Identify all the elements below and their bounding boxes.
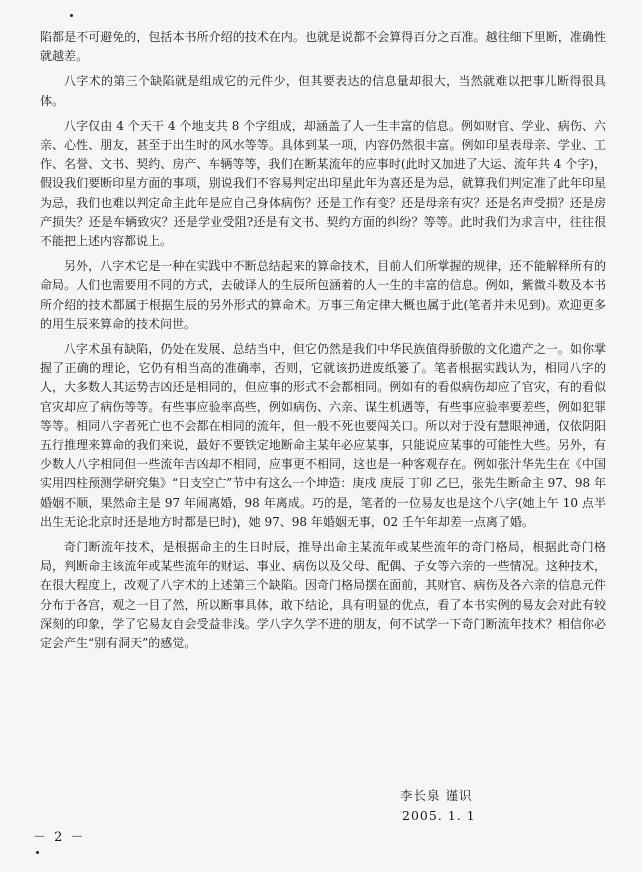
paragraph: 奇门断流年技术，是根据命主的生日时辰，推导出命主某流年或某些流年的奇门格局，根据此奇门格局，判断命主该流年或某些流年的财运、事业、病伤以及父母、配偶、子女等六亲的一些情况。这种技术，在很大程度上，改观了八字术的上述第三个缺陷。因奇门格局摆在面前，其财官、病伤及各六亲的信息元件分布于各宫，观之一目了然，所以断事具体，敢下结论，具有明显的优点，看了本书实例的易友会对此有较深刻的印象，学了它易友自会受益非浅。学八字久学不进的朋友，何不试学一下奇门断流年技术？相信你必定会产生“别有洞天”的感觉。 bbox=[40, 540, 606, 651]
body-text bbox=[40, 28, 606, 659]
scan-speck bbox=[70, 14, 73, 17]
page-number: － 2 － bbox=[33, 830, 86, 845]
paragraph: 另外，八字术它是一种在实践中不断总结起来的算命技术，目前人们所掌握的规律，还不能解释所有的命局。人们也需要用不同的方式，去破译人的生辰所包涵着的人一生的丰富的信息。例如，紫微斗数及本书所介绍的技术都属于根据生辰的另外形式的算命术。万事三角定律大概也属于此(笔者并未见到)。欢迎更多的用生辰来算命的技术问世。 bbox=[40, 259, 606, 331]
author-signature: 李长泉 谨识 bbox=[400, 788, 473, 803]
paragraph: 陷都是不可避免的，包括本书所介绍的技术在内。也就是说都不会算得百分之百准。越往细下里断，准确性就越差。 bbox=[40, 30, 606, 64]
paragraph: 八字仅由 4 个天干 4 个地支共 8 个字组成，却涵盖了人一生丰富的信息。例如财官、学业、病伤、六亲、心性、朋友，甚至于出生时的风水等等。具体到某一项，内容仍然很丰富。例如印星表母亲、学业、工作、名誉、文书、契约、房产、车辆等等，我们在断某流年的应事时(此时又加进了大运、流年共 4 个字)，假设我们要断印星方面的事项，别说我们不容易判定出印星此年为喜还是为忌，就算我们判定准了此年印星为忌，我们也难以判定命主此年是应自己身体病伤？还是工作有变？还是母亲有灾？还是名声受损？还是房产损失？还是车辆致灾？还是学业受阻?还是有文书、契约方面的纠纷？等等。此时我们为求言中，往往很不能把上述内容都说上。 bbox=[40, 118, 606, 249]
paragraph: 八字术的第三个缺陷就是组成它的元件少，但其要表达的信息量却很大，当然就难以把事儿断得很具体。 bbox=[40, 74, 606, 108]
paragraph: 八字术虽有缺陷，仍处在发展、总结当中，但它仍然是我们中华民族值得骄傲的文化遗产之一。如你掌握了正确的理论，它仍有相当高的准确率，否则，它就该扔进废纸篓了。笔者根据实践认为，相同八字的人，大多数人其运势吉凶还是相同的，但应事的形式不会都相同。例如有的看似病伤却应了官灾，有的看似官灾却应了病伤等等。有些事应验率高些，例如病伤、六亲、谋生机遇等，有些事应验率要差些，例如犯罪等等。相同八字者死亡也不会都在相同的流年，但一般不死也要闯关口。所以对于没有慧眼神通，仅依阴阳五行推理来算命的我们来说，最好不要铁定地断命主某年必应某事，只能说应某事的可能性大些。另外，有少数人八字相同但一些流年吉凶却不相同，应事更不相同，这也是一种客观存在。例如张汁华先生在《中国实用四柱预测学研究集》“日支空亡”节中有这么一个坤造：庚戌 庚辰 丁卯 乙巳，张先生断命主 97、98 年婚姻不顺，果然命主是 97 年闹离婚，98 年离成。巧的是，笔者的一位易友也是这个八字(她上午 10 点半出生无论北京时还是地方时都是巳时)，她 97、98 年婚姻无事，02 壬午年却差一点离了婚。 bbox=[40, 342, 606, 529]
signature-date: 2005. 1. 1 bbox=[402, 808, 476, 823]
scan-speck bbox=[36, 851, 39, 854]
